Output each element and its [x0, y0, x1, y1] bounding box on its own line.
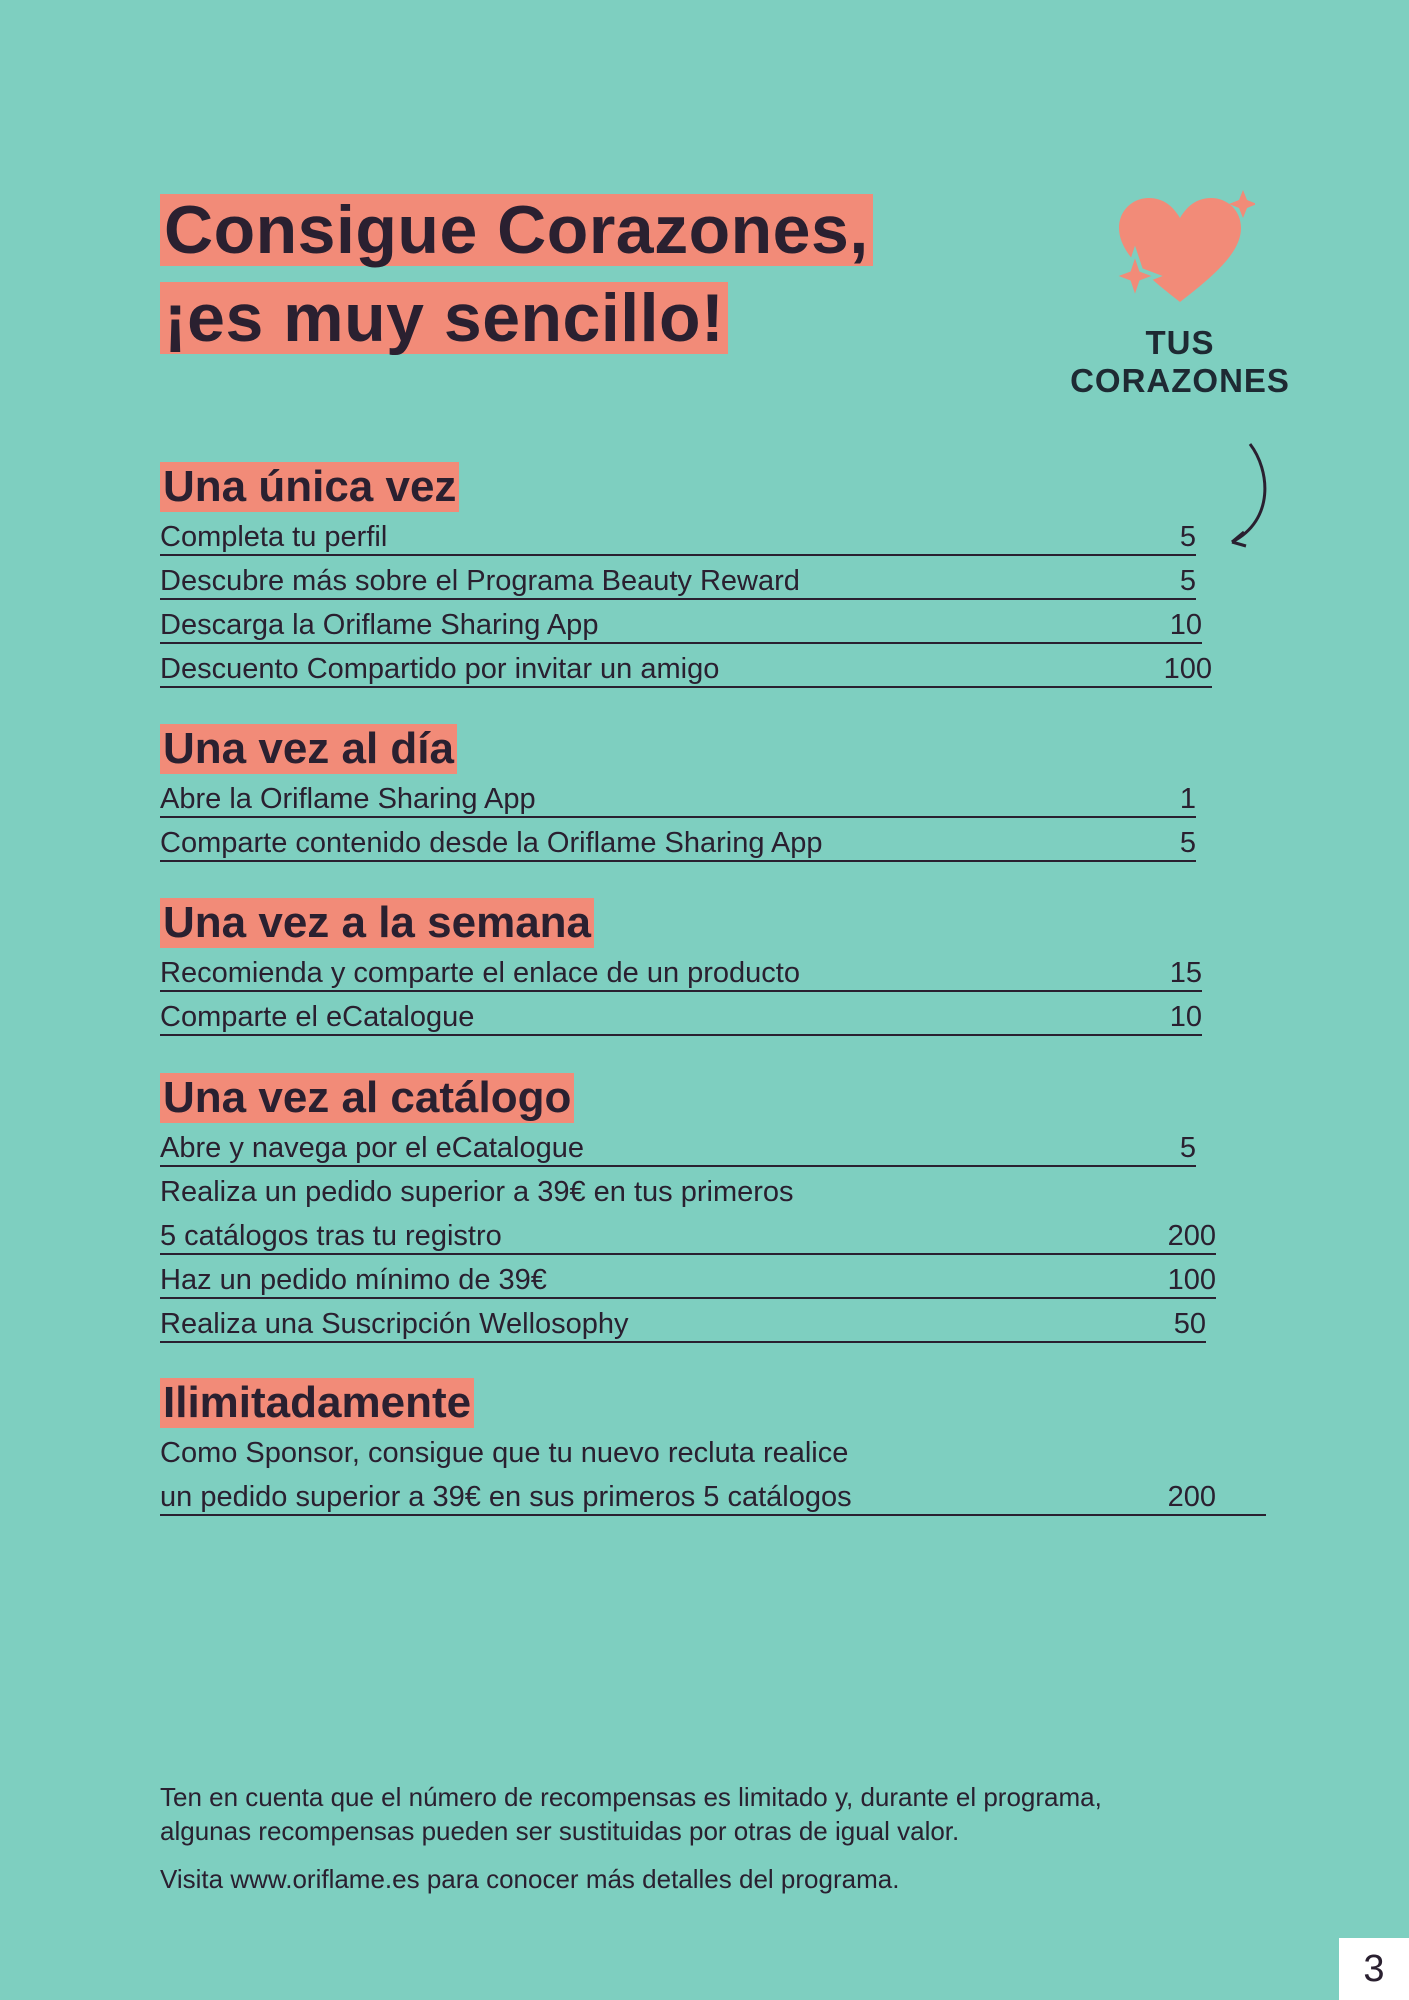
section-title: Una vez a la semana — [160, 898, 594, 948]
item-label: Descubre más sobre el Programa Beauty Reward — [160, 565, 800, 597]
badge-line-1: TUS — [1145, 324, 1215, 361]
list-item — [160, 774, 1196, 818]
list-item — [160, 512, 1196, 556]
section-una-vez-al-catalogo — [160, 1073, 1220, 1343]
section-una-unica-vez — [160, 462, 1212, 688]
section-title: Una vez al día — [160, 724, 457, 774]
item-value: 100 — [1167, 1264, 1216, 1296]
section-una-vez-al-dia — [160, 724, 1200, 862]
section-title: Ilimitadamente — [160, 1378, 474, 1428]
item-label-line-1: Como Sponsor, consigue que tu nuevo recluta realice — [160, 1437, 849, 1469]
item-label: Completa tu perfil — [160, 521, 388, 553]
item-label: Comparte el eCatalogue — [160, 1001, 475, 1033]
footer-notes — [160, 1780, 1102, 1896]
list-item — [160, 992, 1202, 1036]
list-item — [160, 1123, 1196, 1167]
item-label: Descarga la Oriflame Sharing App — [160, 609, 599, 641]
item-value: 15 — [1169, 957, 1202, 989]
list-item — [160, 600, 1202, 644]
item-label: 5 catálogos tras tu registro — [160, 1220, 502, 1252]
list-item — [160, 948, 1202, 992]
item-label: Recomienda y comparte el enlace de un producto — [160, 957, 800, 989]
hearts-badge — [1060, 190, 1300, 400]
footer-note-line-1: Ten en cuenta que el número de recompensas es limitado y, durante el programa, — [160, 1782, 1102, 1812]
item-value: 5 — [1179, 565, 1196, 597]
item-value: 200 — [1167, 1481, 1216, 1513]
footer-note-line-2: algunas recompensas pueden ser sustituidas por otras de igual valor. — [160, 1816, 960, 1846]
list-item — [160, 556, 1196, 600]
list-item — [160, 644, 1212, 688]
item-value: 50 — [1173, 1308, 1206, 1340]
item-value: 10 — [1169, 609, 1202, 641]
item-label: Realiza una Suscripción Wellosophy — [160, 1308, 629, 1340]
item-label: Abre y navega por el eCatalogue — [160, 1132, 585, 1164]
section-ilimitadamente — [160, 1378, 1270, 1516]
item-value: 1 — [1179, 783, 1196, 815]
item-value: 5 — [1179, 1132, 1196, 1164]
item-value: 5 — [1179, 521, 1196, 553]
item-label: Abre la Oriflame Sharing App — [160, 783, 536, 815]
item-label: un pedido superior a 39€ en sus primeros 5 catálogos — [160, 1481, 852, 1513]
title-line-1: Consigue Corazones, — [160, 194, 873, 266]
item-label: Comparte contenido desde la Oriflame Sharing App — [160, 827, 823, 859]
page-title — [160, 190, 873, 358]
list-item — [160, 1209, 1216, 1255]
curved-arrow-icon — [1220, 440, 1280, 550]
item-label: Descuento Compartido por invitar un amigo — [160, 653, 720, 685]
item-value: 5 — [1179, 827, 1196, 859]
footer-visit: Visita www.oriflame.es para conocer más detalles del programa. — [160, 1864, 900, 1894]
page-number: 3 — [1339, 1938, 1409, 2000]
section-title: Una única vez — [160, 462, 459, 512]
badge-line-2: CORAZONES — [1070, 362, 1290, 399]
item-label: Haz un pedido mínimo de 39€ — [160, 1264, 547, 1296]
list-item — [160, 1255, 1216, 1299]
item-label-line-1: Realiza un pedido superior a 39€ en tus primeros — [160, 1176, 794, 1208]
section-una-vez-a-la-semana — [160, 898, 1204, 1036]
item-value: 10 — [1169, 1001, 1202, 1033]
heart-sparkle-icon — [1105, 190, 1255, 310]
section-title: Una vez al catálogo — [160, 1073, 574, 1123]
title-line-2: ¡es muy sencillo! — [160, 282, 728, 354]
list-item — [160, 1470, 1266, 1516]
item-value: 200 — [1167, 1220, 1216, 1252]
item-value: 100 — [1163, 653, 1212, 685]
list-item — [160, 818, 1196, 862]
list-item — [160, 1299, 1206, 1343]
